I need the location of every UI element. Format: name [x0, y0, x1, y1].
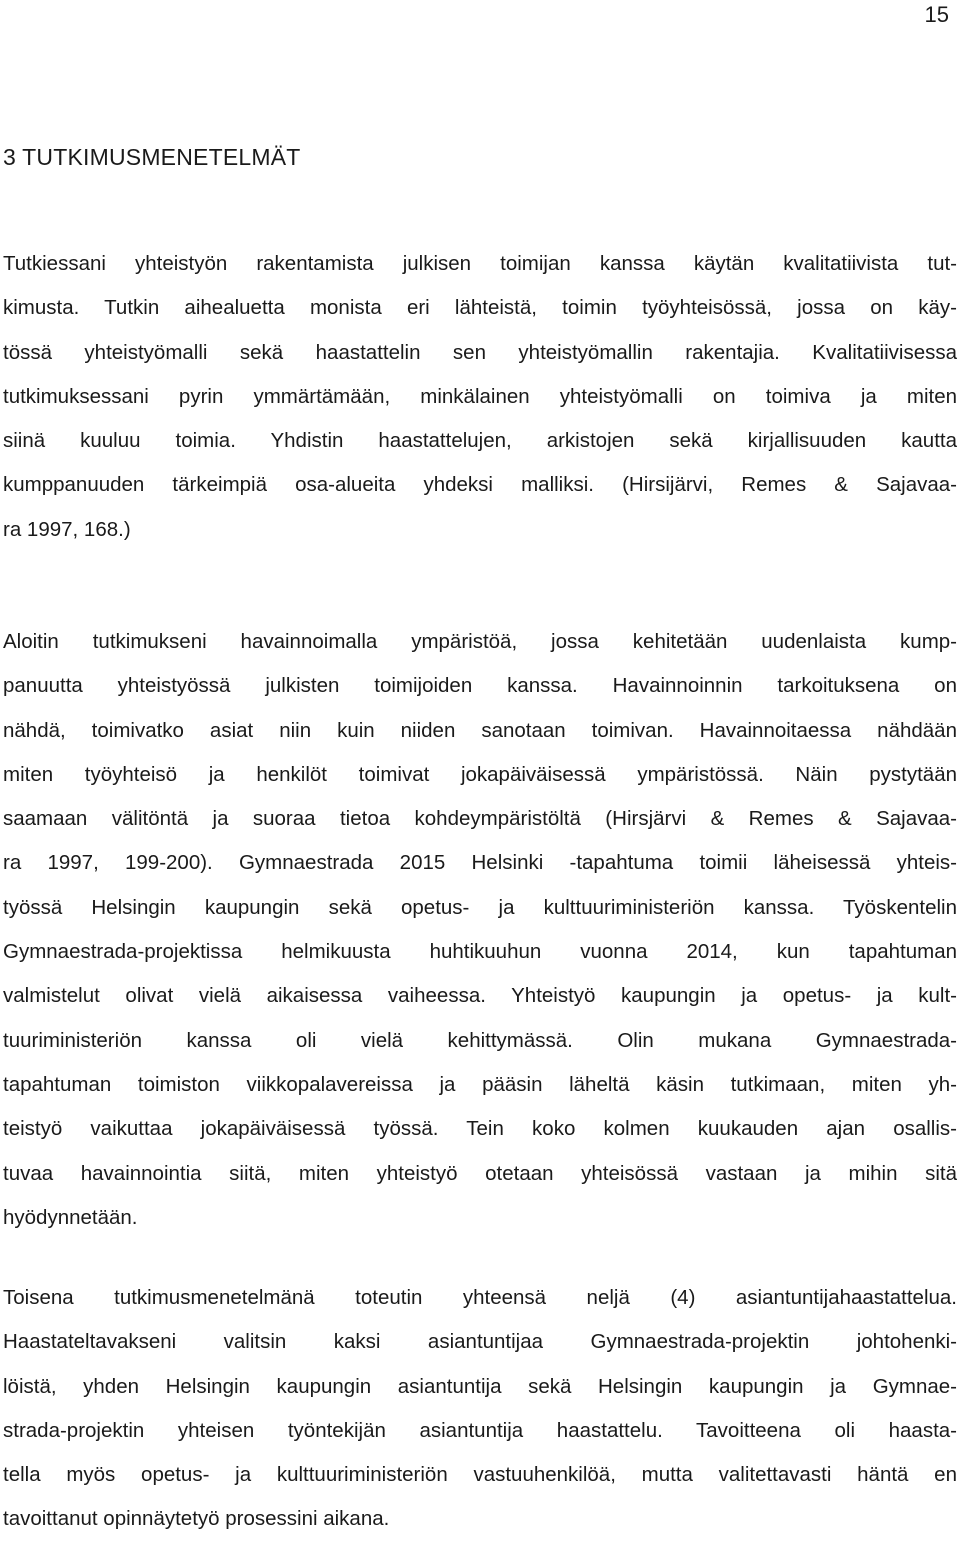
paragraph-1: [3, 242, 957, 552]
paragraph-3: [3, 1276, 957, 1542]
text-line: löistä, yhden Helsingin kaupungin asiantuntija sekä Helsingin kaupungin ja Gymnae-: [3, 1374, 957, 1398]
text-line: Haastateltavakseni valitsin kaksi asiantuntijaa Gymnaestrada-projektin johtohenki-: [3, 1330, 957, 1354]
text-line: Tutkiessani yhteistyön rakentamista julkisen toimijan kanssa käytän kvalitatiivista tut-: [3, 252, 957, 275]
text-line: tapahtuman toimiston viikkopalavereissa ja pääsin läheltä käsin tutkimaan, miten yh-: [3, 1072, 957, 1096]
page-number: 15: [924, 2, 949, 27]
text-line: Aloitin tutkimukseni havainnoimalla ympäristöä, jossa kehitetään uudenlaista kump-: [3, 630, 957, 653]
text-line: siinä kuuluu toimia. Yhdistin haastattelujen, arkistojen sekä kirjallisuuden kautta: [3, 429, 957, 453]
text-line: tella myös opetus- ja kulttuuriministeriön vastuuhenkilöä, mutta valitettavasti häntä en: [3, 1463, 957, 1487]
text-line: ra 1997, 168.): [3, 517, 131, 541]
text-line: Toisena tutkimusmenetelmänä toteutin yhteensä neljä (4) asiantuntijahaastattelua.: [3, 1286, 957, 1309]
text-line: miten työyhteisö ja henkilöt toimivat jokapäiväisessä ympäristössä. Näin pystytään: [3, 762, 957, 786]
text-line: teistyö vaikuttaa jokapäiväisessä työssä. Tein koko kolmen kuukauden ajan osallis-: [3, 1117, 957, 1141]
text-line: Gymnaestrada-projektissa helmikuusta huhtikuuhun vuonna 2014, kun tapahtuman: [3, 940, 957, 964]
text-line: hyödynnetään.: [3, 1205, 138, 1229]
text-line: tössä yhteistyömalli sekä haastattelin sen yhteistyömallin rakentajia. Kvalitatiivisessa: [3, 340, 957, 364]
text-line: työssä Helsingin kaupungin sekä opetus- ja kulttuuriministeriön kanssa. Työskentelin: [3, 895, 957, 919]
text-line: tuvaa havainnointia siitä, miten yhteistyö otetaan yhteisössä vastaan ja mihin sitä: [3, 1161, 957, 1185]
text-line: kumppanuuden tärkeimpiä osa-alueita yhdeksi malliksi. (Hirsijärvi, Remes & Sajavaa-: [3, 473, 957, 497]
text-line: valmistelut olivat vielä aikaisessa vaiheessa. Yhteistyö kaupungin ja opetus- ja kult-: [3, 984, 957, 1008]
text-line: tavoittanut opinnäytetyö prosessini aikana.: [3, 1507, 390, 1531]
text-line: saamaan välitöntä ja suoraa tietoa kohdeympäristöltä (Hirsjärvi & Remes & Sajavaa-: [3, 807, 957, 831]
chapter-heading: 3 TUTKIMUSMENETELMÄT: [3, 144, 301, 170]
text-line: kimusta. Tutkin aihealuetta monista eri lähteistä, toimin työyhteisössä, jossa on käy-: [3, 296, 957, 320]
text-line: nähdä, toimivatko asiat niin kuin niiden sanotaan toimivan. Havainnoitaessa nähdään: [3, 718, 957, 742]
text-line: strada-projektin yhteisen työntekijän asiantuntija haastattelu. Tavoitteena oli haasta-: [3, 1418, 957, 1442]
text-line: panuutta yhteistyössä julkisten toimijoiden kanssa. Havainnoinnin tarkoituksena on: [3, 674, 957, 698]
paragraph-2: [3, 620, 957, 1240]
text-line: ra 1997, 199-200). Gymnaestrada 2015 Helsinki -tapahtuma toimii läheisessä yhteis-: [3, 851, 957, 875]
text-line: tuuriministeriön kanssa oli vielä kehittymässä. Olin mukana Gymnaestrada-: [3, 1028, 957, 1052]
text-line: tutkimuksessani pyrin ymmärtämään, minkälainen yhteistyömalli on toimiva ja miten: [3, 384, 957, 408]
